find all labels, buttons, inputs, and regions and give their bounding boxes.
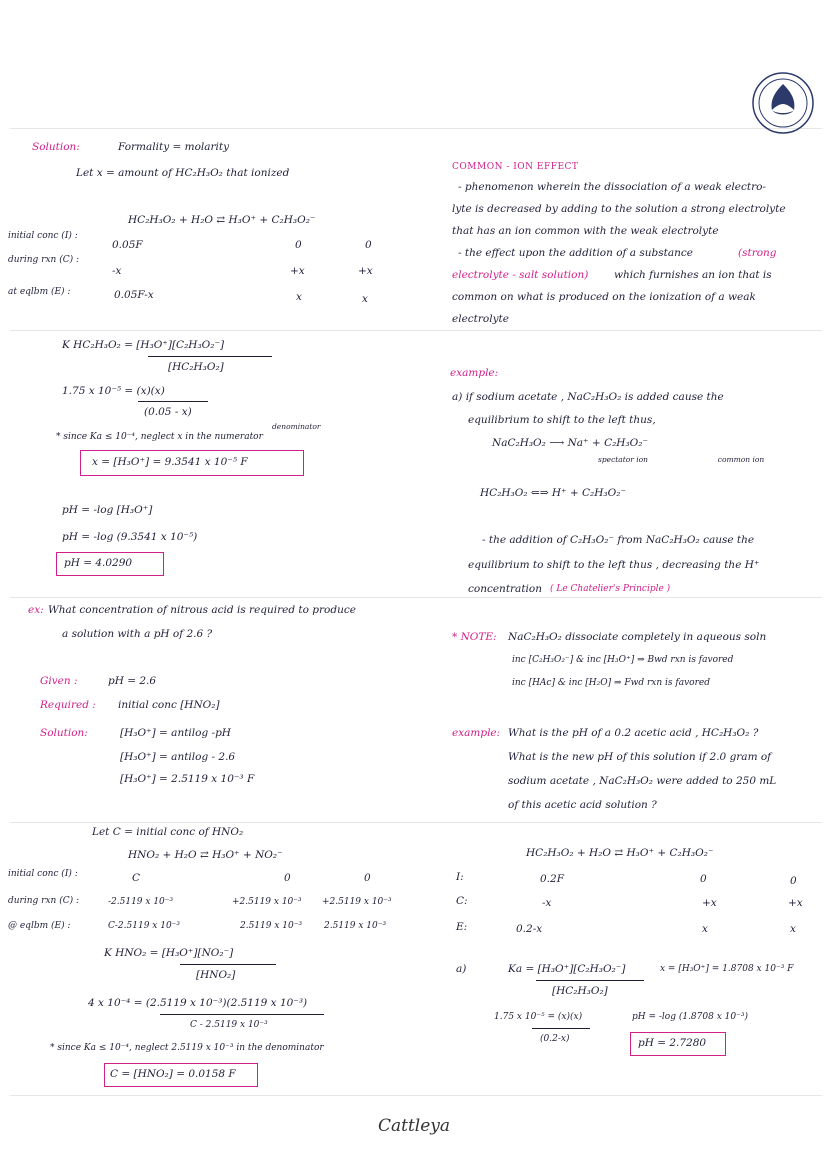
ice3-c-label: C: (456, 895, 468, 907)
ice-e-h3o: x (296, 291, 302, 303)
ice-e-anion: x (362, 293, 368, 305)
fraction-bar (180, 964, 276, 965)
ice3-i-label: I: (456, 871, 464, 883)
ice-c-anion: +x (358, 265, 373, 277)
ex-label: ex: (28, 604, 44, 616)
cie-line-6: common on what is produced on the ionization of a weak (452, 291, 756, 303)
cie-line-2: lyte is decreased by adding to the solution a strong electrolyte (452, 203, 786, 215)
ka3-value-den: (0.2-x) (540, 1034, 570, 1044)
ruled-line (10, 330, 822, 331)
ice3-c-anion: +x (788, 897, 803, 909)
part-a-label: a) (456, 963, 467, 975)
cie-line-1: - phenomenon wherein the dissociation of a weak electro- (458, 181, 766, 193)
ka-expression-den: [HC₂H₃O₂] (168, 361, 224, 373)
example-label: example: (450, 367, 499, 379)
ice3-i-acid: 0.2F (540, 873, 564, 885)
common-ion-title: COMMON - ION EFFECT (452, 162, 579, 172)
sol2-step1: [H₃O⁺] = antilog -pH (120, 727, 231, 739)
ex-question-1: What concentration of nitrous acid is required to produce (48, 604, 356, 616)
ice-initial-label: initial conc (I) : (8, 231, 78, 241)
example-a-1: a) if sodium acetate , NaC₂H₃O₂ is added cause the (452, 391, 724, 403)
ice3-e-acid: 0.2-x (516, 923, 543, 935)
ice3-i-anion: 0 (790, 875, 797, 887)
ka-value-den: (0.05 - x) (144, 406, 192, 418)
ice3-e-label: E: (456, 921, 468, 933)
khno2-expression-den: [HNO₂] (196, 969, 236, 981)
example-b-1: - the addition of C₂H₃O₂⁻ from NaC₂H₃O₂ cause the (482, 534, 755, 546)
solution-label: Solution: (32, 141, 80, 153)
example2-line-2: What is the new pH of this solution if 2.0 gram of (508, 751, 772, 763)
fraction-bar (160, 1014, 324, 1015)
ex-question-2: a solution with a pH of 2.6 ? (62, 628, 213, 640)
ka3-value: 1.75 x 10⁻⁵ = (x)(x) (494, 1012, 583, 1022)
ka3-expression-den: [HC₂H₃O₂] (552, 985, 608, 997)
ice2-e-acid: C-2.5119 x 10⁻³ (108, 921, 181, 931)
fraction-bar (532, 1028, 590, 1029)
example2-line-4: of this acetic acid solution ? (508, 799, 657, 811)
cie-line-5a: electrolyte - salt solution) (452, 269, 589, 281)
example2-line-3: sodium acetate , NaC₂H₃O₂ were added to 250 mL (508, 775, 777, 787)
ph3-substituted: pH = -log (1.8708 x 10⁻³) (632, 1012, 748, 1022)
c-result: C = [HNO₂] = 0.0158 F (110, 1068, 236, 1080)
cie-line-3: that has an ion common with the weak electrolyte (452, 225, 719, 237)
ka-expression: K HC₂H₃O₂ = [H₃O⁺][C₂H₃O₂⁻] (62, 339, 225, 351)
note-line-1: NaC₂H₃O₂ dissociate completely in aqueous soln (508, 631, 767, 643)
ph-result: pH = 4.0290 (64, 557, 133, 569)
example-b-2: equilibrium to shift to the left thus , decreasing the H⁺ (468, 559, 760, 571)
ph-formula: pH = -log [H₃O⁺] (62, 504, 153, 516)
common-ion-note: common ion (717, 455, 765, 464)
ice3-e-h3o: x (702, 923, 708, 935)
denominator-note: denominator (272, 422, 321, 431)
let-x-line: Let x = amount of HC₂H₃O₂ that ionized (76, 167, 290, 179)
fraction-bar (536, 980, 644, 981)
ka3-expression: Ka = [H₃O⁺][C₂H₃O₂⁻] (508, 963, 626, 975)
since-note-2: * since Ka ≤ 10⁻⁴, neglect 2.5119 x 10⁻³ in the denominator (50, 1043, 324, 1053)
sol2-step2: [H₃O⁺] = antilog - 2.6 (120, 751, 236, 763)
example2-line-1: What is the pH of a 0.2 acetic acid , HC₂H₃O₂ ? (508, 727, 759, 739)
ice2-i-acid: C (132, 872, 141, 884)
ice2-e-anion: 2.5119 x 10⁻³ (324, 921, 387, 931)
example-a-2: equilibrium to shift to the left thus, (468, 414, 656, 426)
example2-label: example: (452, 727, 501, 739)
equation-2: HNO₂ + H₂O ⇄ H₃O⁺ + NO₂⁻ (128, 849, 283, 861)
cie-line-4b: (strong (738, 247, 777, 259)
ph3-result: pH = 2.7280 (638, 1037, 707, 1049)
note-line-2: inc [C₂H₃O₂⁻] & inc [H₃O⁺] ⇒ Bwd rxn is favored (512, 655, 734, 665)
spectator-ion-note: spectator ion (597, 455, 649, 464)
example-eq-1: NaC₂H₃O₂ ⟶ Na⁺ + C₂H₃O₂⁻ (492, 437, 649, 449)
ice-c-acid: -x (112, 265, 122, 277)
ice2-during-label: during rxn (C) : (8, 896, 79, 906)
ph-substituted: pH = -log (9.3541 x 10⁻⁵) (62, 531, 198, 543)
school-seal-logo (750, 70, 816, 136)
ice2-c-h3o: +2.5119 x 10⁻³ (232, 897, 302, 907)
ice2-eq-label: @ eqlbm (E) : (8, 921, 71, 931)
ice2-e-h3o: 2.5119 x 10⁻³ (240, 921, 303, 931)
note-label: * NOTE: (452, 631, 497, 643)
given-value: pH = 2.6 (108, 675, 157, 687)
ice-i-acid: 0.05F (112, 239, 143, 251)
ice-e-acid: 0.05F-x (114, 289, 154, 301)
ice-c-h3o: +x (290, 265, 305, 277)
ruled-line (10, 597, 822, 598)
example-eq-2: HC₂H₃O₂ ⇐⇒ H⁺ + C₂H₃O₂⁻ (480, 487, 626, 499)
cie-line-7: electrolyte (452, 313, 509, 325)
fraction-bar (138, 401, 208, 402)
let-c-line: Let C = initial conc of HNO₂ (92, 826, 244, 838)
khno2-value: 4 x 10⁻⁴ = (2.5119 x 10⁻³)(2.5119 x 10⁻³) (88, 997, 308, 1009)
khno2-expression: K HNO₂ = [H₃O⁺][NO₂⁻] (104, 947, 234, 959)
ice3-c-acid: -x (542, 897, 552, 909)
le-chatelier-note: ( Le Chatelier's Principle ) (550, 584, 671, 594)
ice-eq-label: at eqlbm (E) : (8, 287, 71, 297)
equation-1: HC₂H₃O₂ + H₂O ⇄ H₃O⁺ + C₂H₃O₂⁻ (128, 214, 316, 226)
ruled-line (10, 1095, 822, 1096)
ruled-line (10, 822, 822, 823)
required-label: Required : (40, 699, 96, 711)
ice-during-label: during rxn (C) : (8, 255, 79, 265)
cattleya-signature: Cattleya (378, 1116, 451, 1136)
ice2-c-anion: +2.5119 x 10⁻³ (322, 897, 392, 907)
fraction-bar (148, 356, 272, 357)
ice3-c-h3o: +x (702, 897, 717, 909)
ice2-i-anion: 0 (364, 872, 371, 884)
since-note: * since Ka ≤ 10⁻⁴, neglect x in the numerator (56, 432, 263, 442)
cie-line-5b: which furnishes an ion that is (614, 269, 772, 281)
ice3-i-h3o: 0 (700, 873, 707, 885)
x3-result: x = [H₃O⁺] = 1.8708 x 10⁻³ F (660, 964, 794, 974)
ruled-line (10, 128, 822, 129)
ice2-initial-label: initial conc (I) : (8, 869, 78, 879)
sol2-step3: [H₃O⁺] = 2.5119 x 10⁻³ F (120, 773, 255, 785)
ice2-i-h3o: 0 (284, 872, 291, 884)
note-line-3: inc [HAc] & inc [H₂O] ⇒ Fwd rxn is favored (512, 678, 710, 688)
given-label: Given : (40, 675, 78, 687)
solution2-label: Solution: (40, 727, 88, 739)
formality-note: Formality = molarity (118, 141, 230, 153)
ka-value: 1.75 x 10⁻⁵ = (x)(x) (62, 385, 165, 397)
equation-3: HC₂H₃O₂ + H₂O ⇄ H₃O⁺ + C₂H₃O₂⁻ (526, 847, 714, 859)
ice-i-h3o: 0 (295, 239, 302, 251)
x-result: x = [H₃O⁺] = 9.3541 x 10⁻⁵ F (92, 456, 248, 468)
ice-i-anion: 0 (365, 239, 372, 251)
example-b-3: concentration (468, 583, 542, 595)
required-value: initial conc [HNO₂] (118, 699, 220, 711)
ice3-e-anion: x (790, 923, 796, 935)
khno2-value-den: C - 2.5119 x 10⁻³ (190, 1020, 268, 1030)
cie-line-4: - the effect upon the addition of a substance (458, 247, 693, 259)
ice2-c-acid: -2.5119 x 10⁻³ (108, 897, 174, 907)
